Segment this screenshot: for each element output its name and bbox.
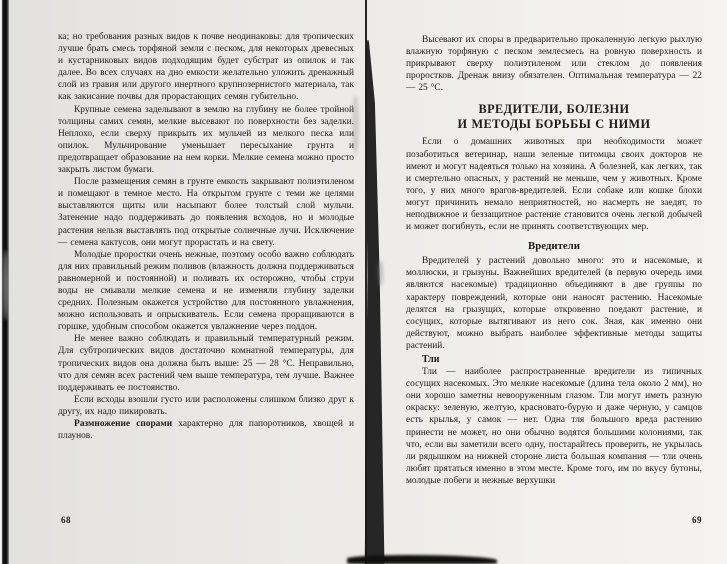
chapter-heading [406, 102, 702, 131]
scan-smudge [378, 260, 383, 286]
spore-propagation-rest: характерно для папоротников, хвощей и плаунов. [58, 419, 354, 442]
paragraph-watering-seedlings: Молодые проростки очень нежные, поэтому особо важно соблюдать для них правильный режим поливов (влажность должна поддерживаться равномерной и постоянной) и поливать их осторожно, чтобы струи воды не смывали мелкие семена и не изменяли глубину заделки средних. Полезным окажется устройство для постоянного увлажнения, можно использовать и опрыскиватель. Если семена проращиваются в горшке, удобным способом окажется увлажнение через поддон. [58, 249, 354, 333]
paragraph-soil-requirements: ка; но требования разных видов к почве неодинаковы: для тропических лучше брать смесь торфяной земли с песком, для некоторых древесных и кустарниковых видов подходящим будет субстрат из опилок и так далее. Во всех случаях на дно емкости желательно уложить дренажный слой из гравия или другого инертного крупнозернистого материала, так как закисание почвы для прорастающих семян губительно. [58, 32, 354, 103]
page-right-text-column [406, 34, 702, 487]
book-gutter-shadow [362, 40, 396, 564]
page-number-left: 68 [61, 515, 71, 525]
spore-propagation-lead: Размножение спорами [74, 419, 173, 429]
chapter-heading-line1: ВРЕДИТЕЛИ, БОЛЕЗНИ [478, 102, 630, 117]
sub-heading-aphids: Тли [422, 353, 440, 365]
paragraph-chapter-intro: Если о домашних животных при необходимости может позаботиться ветеринар, наши зеленые питомцы своих докторов не имеют и могут надеяться только на хозяина. А болезней, как легких, так и смертельно опасных, у растений не меньше, чем у животных. Кроме того, у них много врагов-вредителей. Если собаке или кошке блохи могут причинить немало неприятностей, но насмерть не заедят, то неподвижное и беззащитное растение становится очень легкой добычей и может погибнуть, если не принять соответствующих мер. [406, 137, 702, 233]
paragraph-seed-depth: Крупные семена заделывают в землю на глубину не более тройной толщины самих семян, мелкие высевают по поверхности без заделки. Неплохо, если сверху прикрыть их мульчей из мелкого песка или опилок. Мульчирование уменьшает пересыхание грунта и предотвращает образование на нем корки. Мелкие семена можно просто закрыть листом бумаги. [58, 104, 354, 176]
chapter-heading-line2: И МЕТОДЫ БОРЬБЫ С НИМИ [457, 116, 651, 131]
spine-bottom-smudge [347, 555, 497, 564]
paragraph-covering-seeds: После размещения семян в грунте емкость закрывают полиэтиленом и помещают в темное место. На открытом грунте с теми же целями выставляются щиты или насыпают более толстый слой мульчи. Затенение надо поддерживать до появления всходов, но и молодые растения нельзя выставлять под открытые солнечные лучи. Исключение — семена кактусов, они могут прорастать и на свету. [58, 177, 354, 248]
page-number-right: 69 [692, 515, 702, 525]
paragraph-temperature-regime: Не менее важно соблюдать и правильный температурный режим. Для субтропических видов достаточно комнатной температуры, для тропических видов она должна быть выше: 25 — 28 °С. Неправильно, что для семян всех растений чем выше температура, тем лучше. Важнее поддерживать ее постоянство. [58, 334, 354, 393]
section-heading-pests: Вредители [528, 240, 580, 253]
paragraph-aphids: Тли — наиболее распространенные вредители из типичных сосущих насекомых. Это мелкие насекомые (длина тела около 2 мм), но они хорошо заметны невооруженным глазом. Тли могут иметь разную окраску: зеленую, желтую, красновато-бурую и даже черную, у самцов есть крылья, у самок — нет. Одна тля большого вреда растению принести не может, но они обычно водятся большими колониями, так что, если вы заметили всего одну, постарайтесь проверить, не укрылась ли рядышком на нижней стороне листа большая компания — тли очень любят прятаться именно в этом месте. Кроме того, им по вкусу бутоны, молодые побеги и нежные верхушки [406, 367, 702, 486]
paragraph-spore-propagation [58, 418, 354, 442]
paragraph-thinning-seedlings: Если всходы взошли густо или расположены слишком близко друг к другу, их надо пикировать. [58, 394, 354, 417]
paragraph-pests-overview: Вредителей у растений довольно много: это и насекомые, и моллюски, и грызуны. Важнейших вредителей (в первую очередь ими являются насекомые) традиционно объединяют в две группы по характеру повреждений, которые они наносят растению. Насекомые делятся на грызущих, которые откровенно поедают растение, и сосущих, которые вытягивают из него сок. Зная, как именно они действуют, можно выбрать наиболее эффективные методы защиты растений. [406, 256, 702, 351]
page-left-text-column [58, 31, 354, 442]
scan-smudge [3, 250, 8, 320]
paragraph-sowing-spores: Высевают их споры в предварительно прокаленную легкую рыхлую влажную торфяную с песком землесмесь на ровную поверхность и прикрывают сверху полиэтиленом или стеклом до появления проростков. Дренаж внизу обязателен. Оптимальная температура — 22 — 25 °С. [406, 35, 702, 94]
